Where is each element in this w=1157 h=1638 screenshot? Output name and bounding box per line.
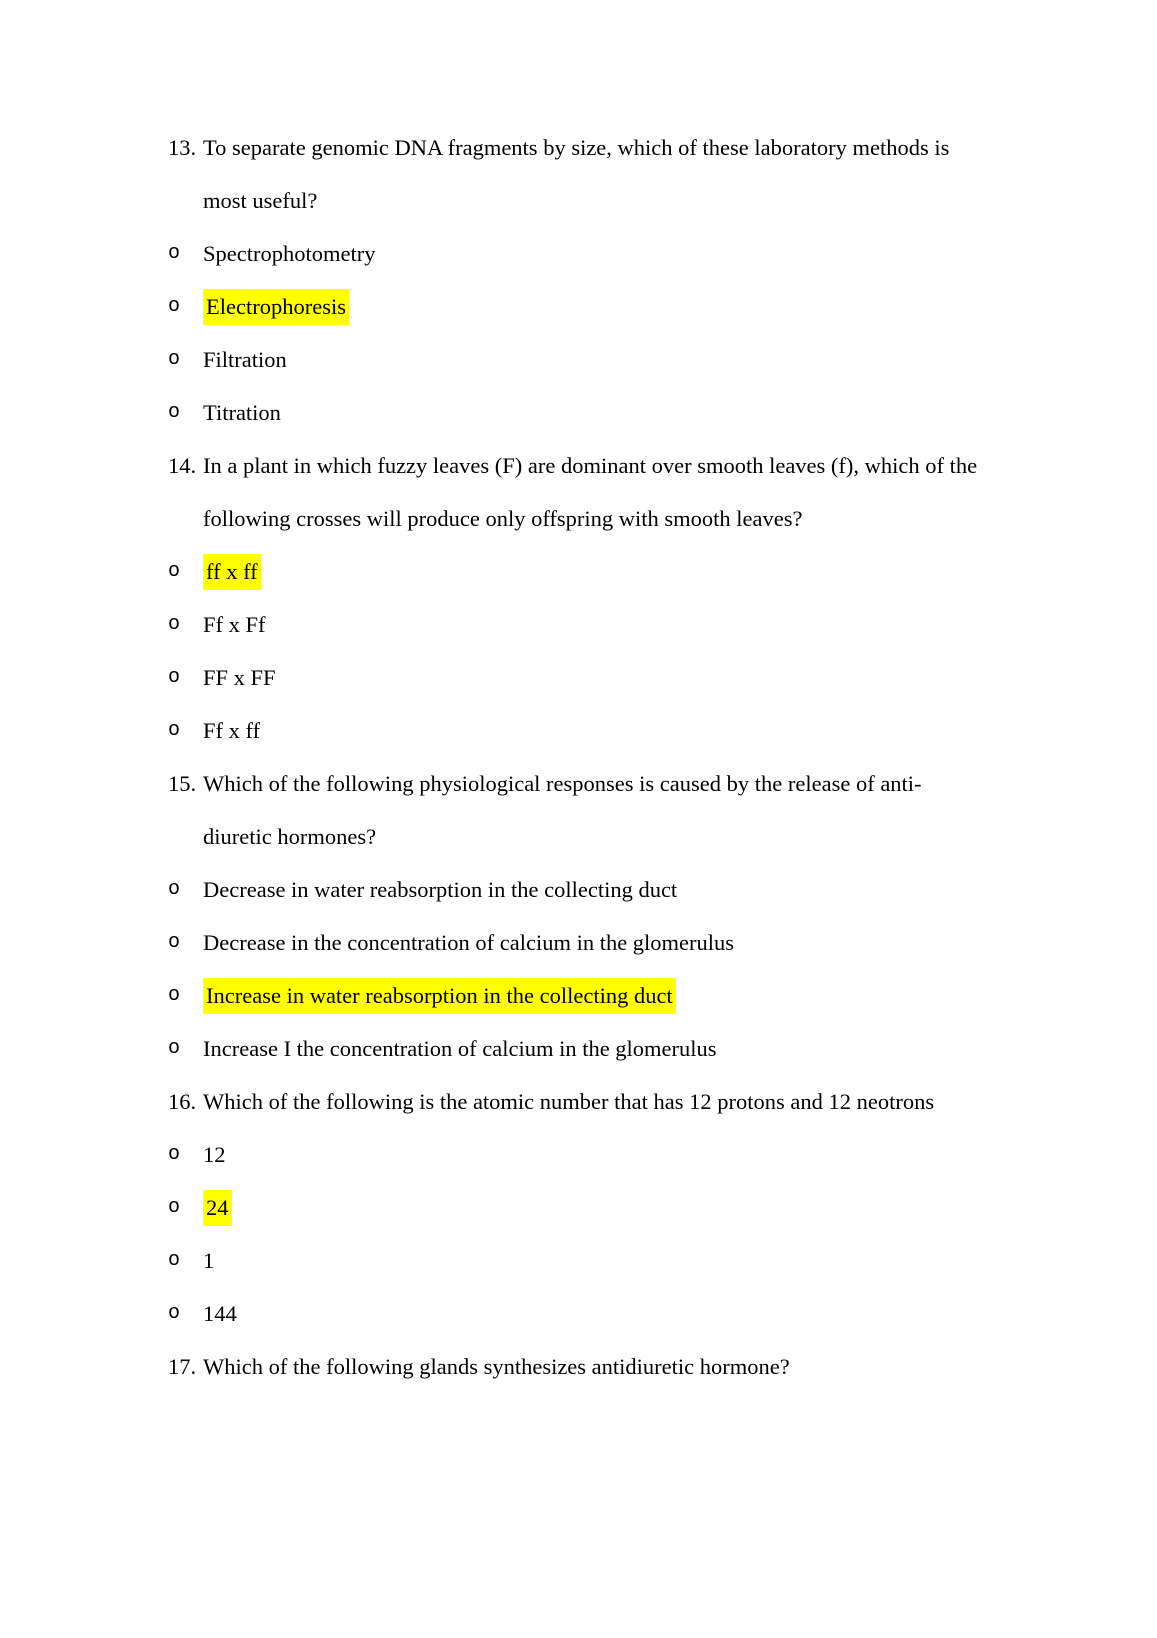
question-number: 16. [168,1089,197,1114]
question-number: 13. [168,135,197,160]
question-line [168,810,977,863]
option-label [203,598,266,651]
option-text: Increase I the concentration of calcium in the glomerulus [203,1036,717,1061]
circle-bullet-icon: o [168,348,181,371]
question-text: following crosses will produce only offspring with smooth leaves? [203,506,803,531]
question-text: Which of the following physiological responses is caused by the release of anti- [203,771,922,796]
option-text-highlighted: Increase in water reabsorption in the collecting duct [203,978,676,1014]
question-block-14 [168,439,977,545]
question-line [168,1340,977,1393]
option-label [203,1287,237,1340]
option-row [168,598,977,651]
option-row [168,280,977,333]
circle-bullet-icon: o [168,1302,181,1325]
option-text: Decrease in water reabsorption in the collecting duct [203,877,678,902]
question-line [168,174,977,227]
option-text-highlighted: 24 [203,1190,232,1226]
circle-bullet-icon: o [168,666,181,689]
option-text: FF x FF [203,665,276,690]
question-block-15 [168,757,977,863]
question-block-13 [168,121,977,227]
option-text-highlighted: Electrophoresis [203,289,349,325]
question-number: 17. [168,1354,197,1379]
option-text: 12 [203,1142,226,1167]
option-text: Titration [203,400,281,425]
option-row [168,969,977,1022]
question-text: In a plant in which fuzzy leaves (F) are dominant over smooth leaves (f), which of the [203,453,978,478]
circle-bullet-icon: o [168,295,181,318]
option-text: Filtration [203,347,287,372]
option-row [168,863,977,916]
circle-bullet-icon: o [168,878,181,901]
question-text: most useful? [203,188,318,213]
question-block-17 [168,1340,977,1393]
option-label [203,969,676,1022]
circle-bullet-icon: o [168,719,181,742]
option-row [168,704,977,757]
option-row [168,333,977,386]
option-label [203,1234,214,1287]
question-line [168,757,977,810]
question-text: Which of the following is the atomic number that has 12 protons and 12 neotrons [203,1089,935,1114]
option-row [168,227,977,280]
question-line [168,439,977,492]
circle-bullet-icon: o [168,984,181,1007]
circle-bullet-icon: o [168,560,181,583]
option-row [168,1287,977,1340]
option-text: Ff x ff [203,718,261,743]
option-text: 144 [203,1301,237,1326]
circle-bullet-icon: o [168,613,181,636]
option-label [203,1181,232,1234]
circle-bullet-icon: o [168,1037,181,1060]
option-row [168,1128,977,1181]
option-row [168,651,977,704]
circle-bullet-icon: o [168,1143,181,1166]
question-line [168,492,977,545]
question-number: 15. [168,771,197,796]
question-text: Which of the following glands synthesizes antidiuretic hormone? [203,1354,790,1379]
option-label [203,651,276,704]
circle-bullet-icon: o [168,242,181,265]
option-label [203,1128,226,1181]
option-label [203,386,281,439]
option-label [203,704,260,757]
option-text: Spectrophotometry [203,241,376,266]
option-text: Decrease in the concentration of calcium in the glomerulus [203,930,735,955]
option-row [168,1234,977,1287]
circle-bullet-icon: o [168,931,181,954]
option-label [203,280,349,333]
question-line [168,1075,977,1128]
circle-bullet-icon: o [168,1196,181,1219]
question-text: To separate genomic DNA fragments by size, which of these laboratory methods is [203,135,950,160]
option-row [168,545,977,598]
circle-bullet-icon: o [168,401,181,424]
option-label [203,545,261,598]
option-row [168,1181,977,1234]
option-text-highlighted: ff x ff [203,554,261,590]
option-row [168,386,977,439]
circle-bullet-icon: o [168,1249,181,1272]
question-block-16 [168,1075,977,1128]
option-row [168,1022,977,1075]
option-label [203,1022,717,1075]
option-text: Ff x Ff [203,612,266,637]
option-label [203,916,734,969]
option-label [203,863,677,916]
question-number: 14. [168,453,197,478]
quiz-content [168,121,977,1393]
question-line [168,121,977,174]
option-text: 1 [203,1248,215,1273]
option-label [203,227,375,280]
option-row [168,916,977,969]
option-label [203,333,287,386]
question-text: diuretic hormones? [203,824,377,849]
